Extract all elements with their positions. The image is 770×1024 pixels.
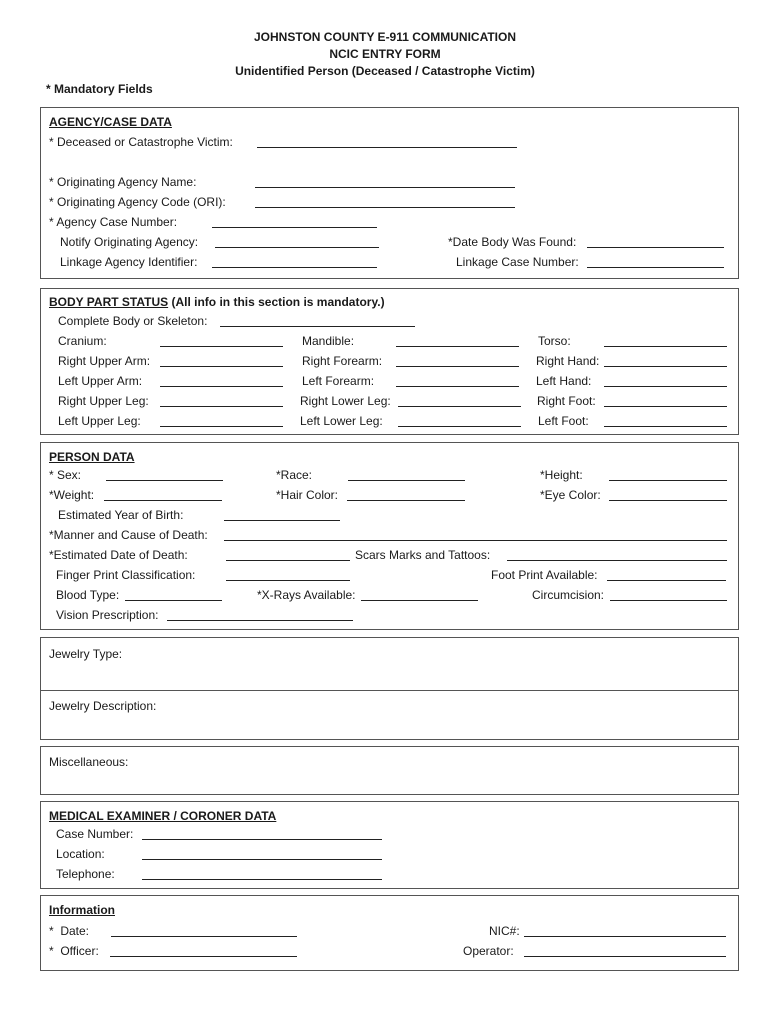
nic-label: NIC#: [489, 924, 520, 938]
race-field[interactable] [348, 480, 465, 481]
jewelry-divider [40, 690, 739, 691]
examiner-case-number-label: Case Number: [56, 827, 134, 841]
notify-agency-label: Notify Originating Agency: [60, 235, 199, 249]
xrays-field[interactable] [361, 600, 478, 601]
mandatory-note: * Mandatory Fields [46, 82, 153, 96]
left-upper-leg-label: Left Upper Leg: [58, 414, 141, 428]
linkage-case-field[interactable] [587, 267, 724, 268]
sex-field[interactable] [106, 480, 223, 481]
mandible-label: Mandible: [302, 334, 355, 348]
form-title: JOHNSTON COUNTY E-911 COMMUNICATION [253, 30, 517, 44]
right-foot-label: Right Foot: [537, 394, 596, 408]
agency-case-number-field[interactable] [212, 227, 377, 228]
date-found-field[interactable] [587, 247, 724, 248]
orig-agency-code-field[interactable] [255, 207, 515, 208]
death-date-label: *Estimated Date of Death: [49, 548, 188, 562]
right-forearm-field[interactable] [396, 366, 519, 367]
jewelry-description-label: Jewelry Description: [49, 699, 157, 713]
torso-label: Torso: [538, 334, 571, 348]
operator-label: Operator: [463, 944, 514, 958]
vision-field[interactable] [167, 620, 353, 621]
cranium-label: Cranium: [58, 334, 107, 348]
cranium-field[interactable] [160, 346, 283, 347]
finger-print-field[interactable] [226, 580, 350, 581]
eye-color-label: *Eye Color: [540, 488, 601, 502]
body-part-section-title [49, 295, 385, 310]
examiner-location-label: Location: [56, 847, 105, 861]
person-section-title: PERSON DATA [49, 450, 135, 464]
scars-label: Scars Marks and Tattoos: [355, 548, 491, 562]
left-forearm-label: Left Forearm: [302, 374, 375, 388]
birth-year-field[interactable] [224, 520, 340, 521]
foot-print-field[interactable] [607, 580, 726, 581]
manner-cause-label: *Manner and Cause of Death: [49, 528, 208, 542]
info-date-label: * Date: [49, 924, 90, 938]
right-lower-leg-field[interactable] [398, 406, 521, 407]
left-lower-leg-field[interactable] [398, 426, 521, 427]
left-foot-field[interactable] [604, 426, 727, 427]
weight-label: *Weight: [49, 488, 95, 502]
examiner-case-number-field[interactable] [142, 839, 382, 840]
misc-section [40, 746, 739, 795]
blood-type-label: Blood Type: [56, 588, 120, 602]
examiner-location-field[interactable] [142, 859, 382, 860]
orig-agency-name-field[interactable] [255, 187, 515, 188]
right-upper-arm-field[interactable] [160, 366, 283, 367]
manner-cause-field[interactable] [224, 540, 727, 541]
left-upper-arm-field[interactable] [160, 386, 283, 387]
info-date-field[interactable] [111, 936, 297, 937]
nic-field[interactable] [524, 936, 726, 937]
left-forearm-field[interactable] [396, 386, 519, 387]
height-label: *Height: [540, 468, 583, 482]
deceased-label: * Deceased or Catastrophe Victim: [49, 135, 233, 149]
hair-color-field[interactable] [347, 500, 465, 501]
birth-year-label: Estimated Year of Birth: [58, 508, 184, 522]
linkage-case-label: Linkage Case Number: [456, 255, 579, 269]
weight-field[interactable] [104, 500, 222, 501]
right-lower-leg-label: Right Lower Leg: [300, 394, 391, 408]
right-upper-leg-label: Right Upper Leg: [58, 394, 149, 408]
left-hand-field[interactable] [604, 386, 727, 387]
right-forearm-label: Right Forearm: [302, 354, 383, 368]
info-officer-label: * Officer: [49, 944, 99, 958]
torso-field[interactable] [604, 346, 727, 347]
right-hand-label: Right Hand: [536, 354, 600, 368]
circumcision-field[interactable] [610, 600, 727, 601]
race-label: *Race: [276, 468, 313, 482]
height-field[interactable] [609, 480, 727, 481]
agency-section-title: AGENCY/CASE DATA [49, 115, 172, 129]
body-part-title-note: (All info in this section is mandatory.) [168, 295, 385, 309]
form-type: Unidentified Person (Deceased / Catastrophe Victim) [235, 64, 535, 78]
left-upper-leg-field[interactable] [160, 426, 283, 427]
operator-field[interactable] [524, 956, 726, 957]
right-upper-leg-field[interactable] [160, 406, 283, 407]
information-section [40, 895, 739, 971]
jewelry-section [40, 637, 739, 740]
misc-label: Miscellaneous: [49, 755, 129, 769]
left-upper-arm-label: Left Upper Arm: [58, 374, 143, 388]
sex-label: * Sex: [49, 468, 82, 482]
notify-agency-field[interactable] [215, 247, 379, 248]
date-found-label: *Date Body Was Found: [448, 235, 577, 249]
orig-agency-name-label: * Originating Agency Name: [49, 175, 197, 189]
vision-label: Vision Prescription: [56, 608, 159, 622]
body-part-title-text: BODY PART STATUS [49, 295, 169, 309]
xrays-label: *X-Rays Available: [257, 588, 356, 602]
right-upper-arm-label: Right Upper Arm: [58, 354, 151, 368]
info-officer-field[interactable] [110, 956, 297, 957]
finger-print-label: Finger Print Classification: [56, 568, 196, 582]
mandible-field[interactable] [396, 346, 519, 347]
right-foot-field[interactable] [604, 406, 727, 407]
examiner-telephone-field[interactable] [142, 879, 382, 880]
agency-case-number-label: * Agency Case Number: [49, 215, 178, 229]
blood-type-field[interactable] [125, 600, 222, 601]
deceased-field[interactable] [257, 147, 517, 148]
left-foot-label: Left Foot: [538, 414, 589, 428]
complete-body-field[interactable] [220, 326, 415, 327]
circumcision-label: Circumcision: [532, 588, 605, 602]
agency-section [40, 107, 739, 279]
linkage-agency-label: Linkage Agency Identifier: [60, 255, 198, 269]
information-section-title: Information [49, 903, 115, 917]
orig-agency-code-label: * Originating Agency Code (ORI): [49, 195, 226, 209]
foot-print-label: Foot Print Available: [491, 568, 598, 582]
scars-field[interactable] [507, 560, 727, 561]
death-date-field[interactable] [226, 560, 350, 561]
left-hand-label: Left Hand: [536, 374, 592, 388]
linkage-agency-field[interactable] [212, 267, 377, 268]
examiner-section-title: MEDICAL EXAMINER / CORONER DATA [49, 809, 277, 823]
jewelry-type-label: Jewelry Type: [49, 647, 123, 661]
eye-color-field[interactable] [609, 500, 727, 501]
examiner-telephone-label: Telephone: [56, 867, 115, 881]
form-subtitle: NCIC ENTRY FORM [329, 47, 441, 61]
left-lower-leg-label: Left Lower Leg: [300, 414, 383, 428]
hair-color-label: *Hair Color: [276, 488, 339, 502]
complete-body-label: Complete Body or Skeleton: [58, 314, 208, 328]
right-hand-field[interactable] [604, 366, 727, 367]
